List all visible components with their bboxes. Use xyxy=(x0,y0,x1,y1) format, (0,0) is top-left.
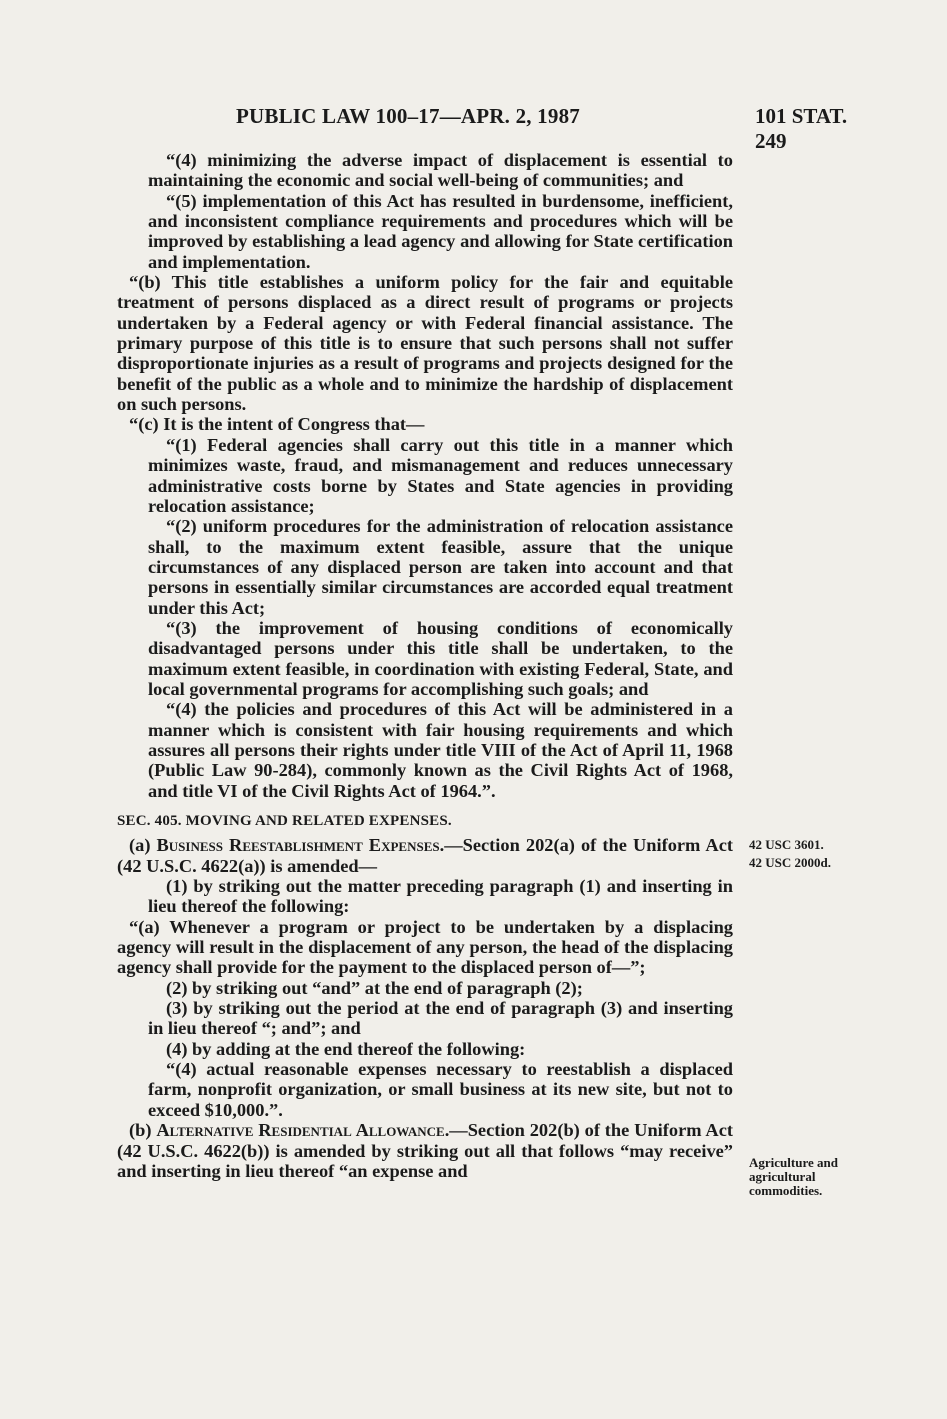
paragraph-b: “(b) This title establishes a uniform policy for the fair and equitable treatment of persons displaced as a direct result of programs or projects undertaken by a Federal agency or with Federal financial assistance. The primary purpose of this title is to ensure that such persons shall not suffer disproportionate injuries as a result of programs and projects designed for the benefit of the public as a whole and to minimize the hardship of displacement on such persons. xyxy=(117,272,733,415)
paragraph-a5: “(5) implementation of this Act has resulted in burdensome, inefficient, and inconsistent compliance requirements and procedures which will be improved by establishing a lead agency and allowing for State certification and implementation. xyxy=(148,190,733,272)
margin-note-usc-3601: 42 USC 3601. xyxy=(749,837,824,852)
paragraph-sec-a1: (1) by striking out the matter preceding paragraph (1) and inserting in lieu thereof the following: xyxy=(148,876,733,917)
margin-note-usc-2000d: 42 USC 2000d. xyxy=(749,855,831,870)
subsection-heading-alternative: Alternative Residential Allowance. xyxy=(156,1120,450,1141)
paragraph-c1: “(1) Federal agencies shall carry out this title in a manner which minimizes waste, fraud, and mismanagement and reduces unnecessary administrative costs borne by States and State agencies in providing relocation assistance; xyxy=(148,434,733,516)
paragraph-c4: “(4) the policies and procedures of this Act will be administered in a manner which is consistent with fair housing requirements and which assures all persons their rights under title VIII of the Act of April 11, 1968 (Public Law 90-284), commonly known as the Civil Rights Act of 1968, and title VI of the Civil Rights Act of 1964.”. xyxy=(148,699,733,801)
subsection-heading-business: Business Reestablishment Expenses. xyxy=(156,835,445,856)
paragraph-sec-a4: (4) by adding at the end thereof the following: xyxy=(166,1038,526,1059)
paragraph-sec-b xyxy=(117,1120,733,1181)
paragraph-c3: “(3) the improvement of housing conditions of economically disadvantaged persons under this title shall be undertaken, to the maximum extent feasible, in coordination with existing Federal, State, and local governmental programs for accomplishing such goals; and xyxy=(148,617,733,699)
paragraph-c: “(c) It is the intent of Congress that— xyxy=(129,414,425,435)
subsection-prefix-a: (a) xyxy=(129,835,157,856)
paragraph-sec-a xyxy=(117,835,733,876)
paragraph-sec-a2: (2) by striking out “and” at the end of paragraph (2); xyxy=(166,977,583,998)
paragraph-a4: “(4) minimizing the adverse impact of displacement is essential to maintaining the economic and social well-being of communities; and xyxy=(148,150,733,191)
subsection-text-b: —Section 202(b) of the Uniform Act (42 U.S.C. 4622(b)) is amended by striking out all that follows “may receive” and inserting in lieu thereof “an expense and xyxy=(117,1120,733,1181)
subsection-prefix-b: (b) xyxy=(129,1120,157,1141)
margin-note-agriculture: Agriculture and agricultural commodities. xyxy=(749,1155,838,1198)
header-title: PUBLIC LAW 100–17—APR. 2, 1987 xyxy=(236,104,580,128)
subsection-text-a: —Section 202(a) of the Uniform Act (42 U.S.C. 4622(a)) is amended— xyxy=(117,835,733,876)
section-heading: SEC. 405. MOVING AND RELATED EXPENSES. xyxy=(117,813,452,829)
paragraph-c2: “(2) uniform procedures for the administration of relocation assistance shall, to the maximum extent feasible, assure that the unique circumstances of any displaced person are taken into account and that persons in essentially similar circumstances are accorded equal treatment under this Act; xyxy=(148,516,733,618)
paragraph-sec-a3: (3) by striking out the period at the end of paragraph (3) and inserting in lieu thereof “; and”; and xyxy=(148,998,733,1039)
paragraph-inserted-a: “(a) Whenever a program or project to be undertaken by a displacing agency will result in the displacement of any person, the head of the displacing agency shall provide for the payment to the displaced person of—”; xyxy=(117,916,733,978)
paragraph-inserted-4: “(4) actual reasonable expenses necessary to reestablish a displaced farm, nonprofit organization, or small business at its new site, but not to exceed $10,000.”. xyxy=(148,1059,733,1120)
header-stat-citation: 101 STAT. 249 xyxy=(755,104,848,153)
body-text xyxy=(117,150,733,1181)
page-header xyxy=(118,104,878,153)
